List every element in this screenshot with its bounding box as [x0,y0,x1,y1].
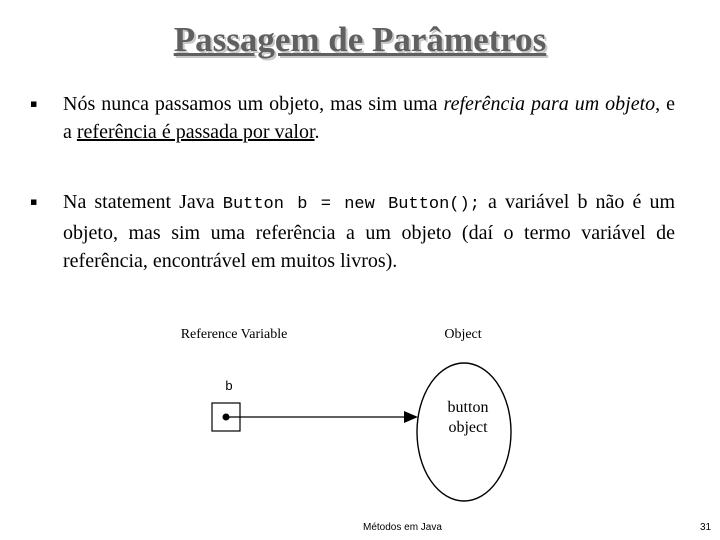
bullet-1-underlined: referência é passada por valor [76,121,315,143]
bullet-2-text-a: Na statement Java [63,191,223,213]
bullet-marker-2: ▪ [30,195,38,208]
reference-variable-label: Reference Variable [180,327,288,342]
object-text-line2: object [448,419,488,436]
bullet-1-text-c: . [314,121,320,143]
bullet-2-code: Button b = new Button(); [222,195,480,214]
bullet-1-text-b: , e a [63,93,675,143]
bullet-1-text-a: Nós nunca passamos um objeto, mas sim uma [63,93,444,115]
slide-title: Passagem de Parâmetros [173,20,547,59]
object-label: Object [444,327,482,342]
variable-name-b: b [225,378,233,393]
footer-center: Métodos em Java [363,522,442,533]
bullet-1-emphasis: referência para um objeto [443,93,656,115]
bullet-2-text-b: a variável b não é um objeto, mas sim uma referência a um objeto (daí o termo variável de referência, encontrável em muitos livros). [63,191,676,272]
reference-arrowhead [404,411,418,423]
bullet-marker-1: ▪ [30,97,38,110]
reference-dot [223,414,230,421]
page-number: 31 [700,522,712,533]
object-text-line1: button [447,399,489,416]
